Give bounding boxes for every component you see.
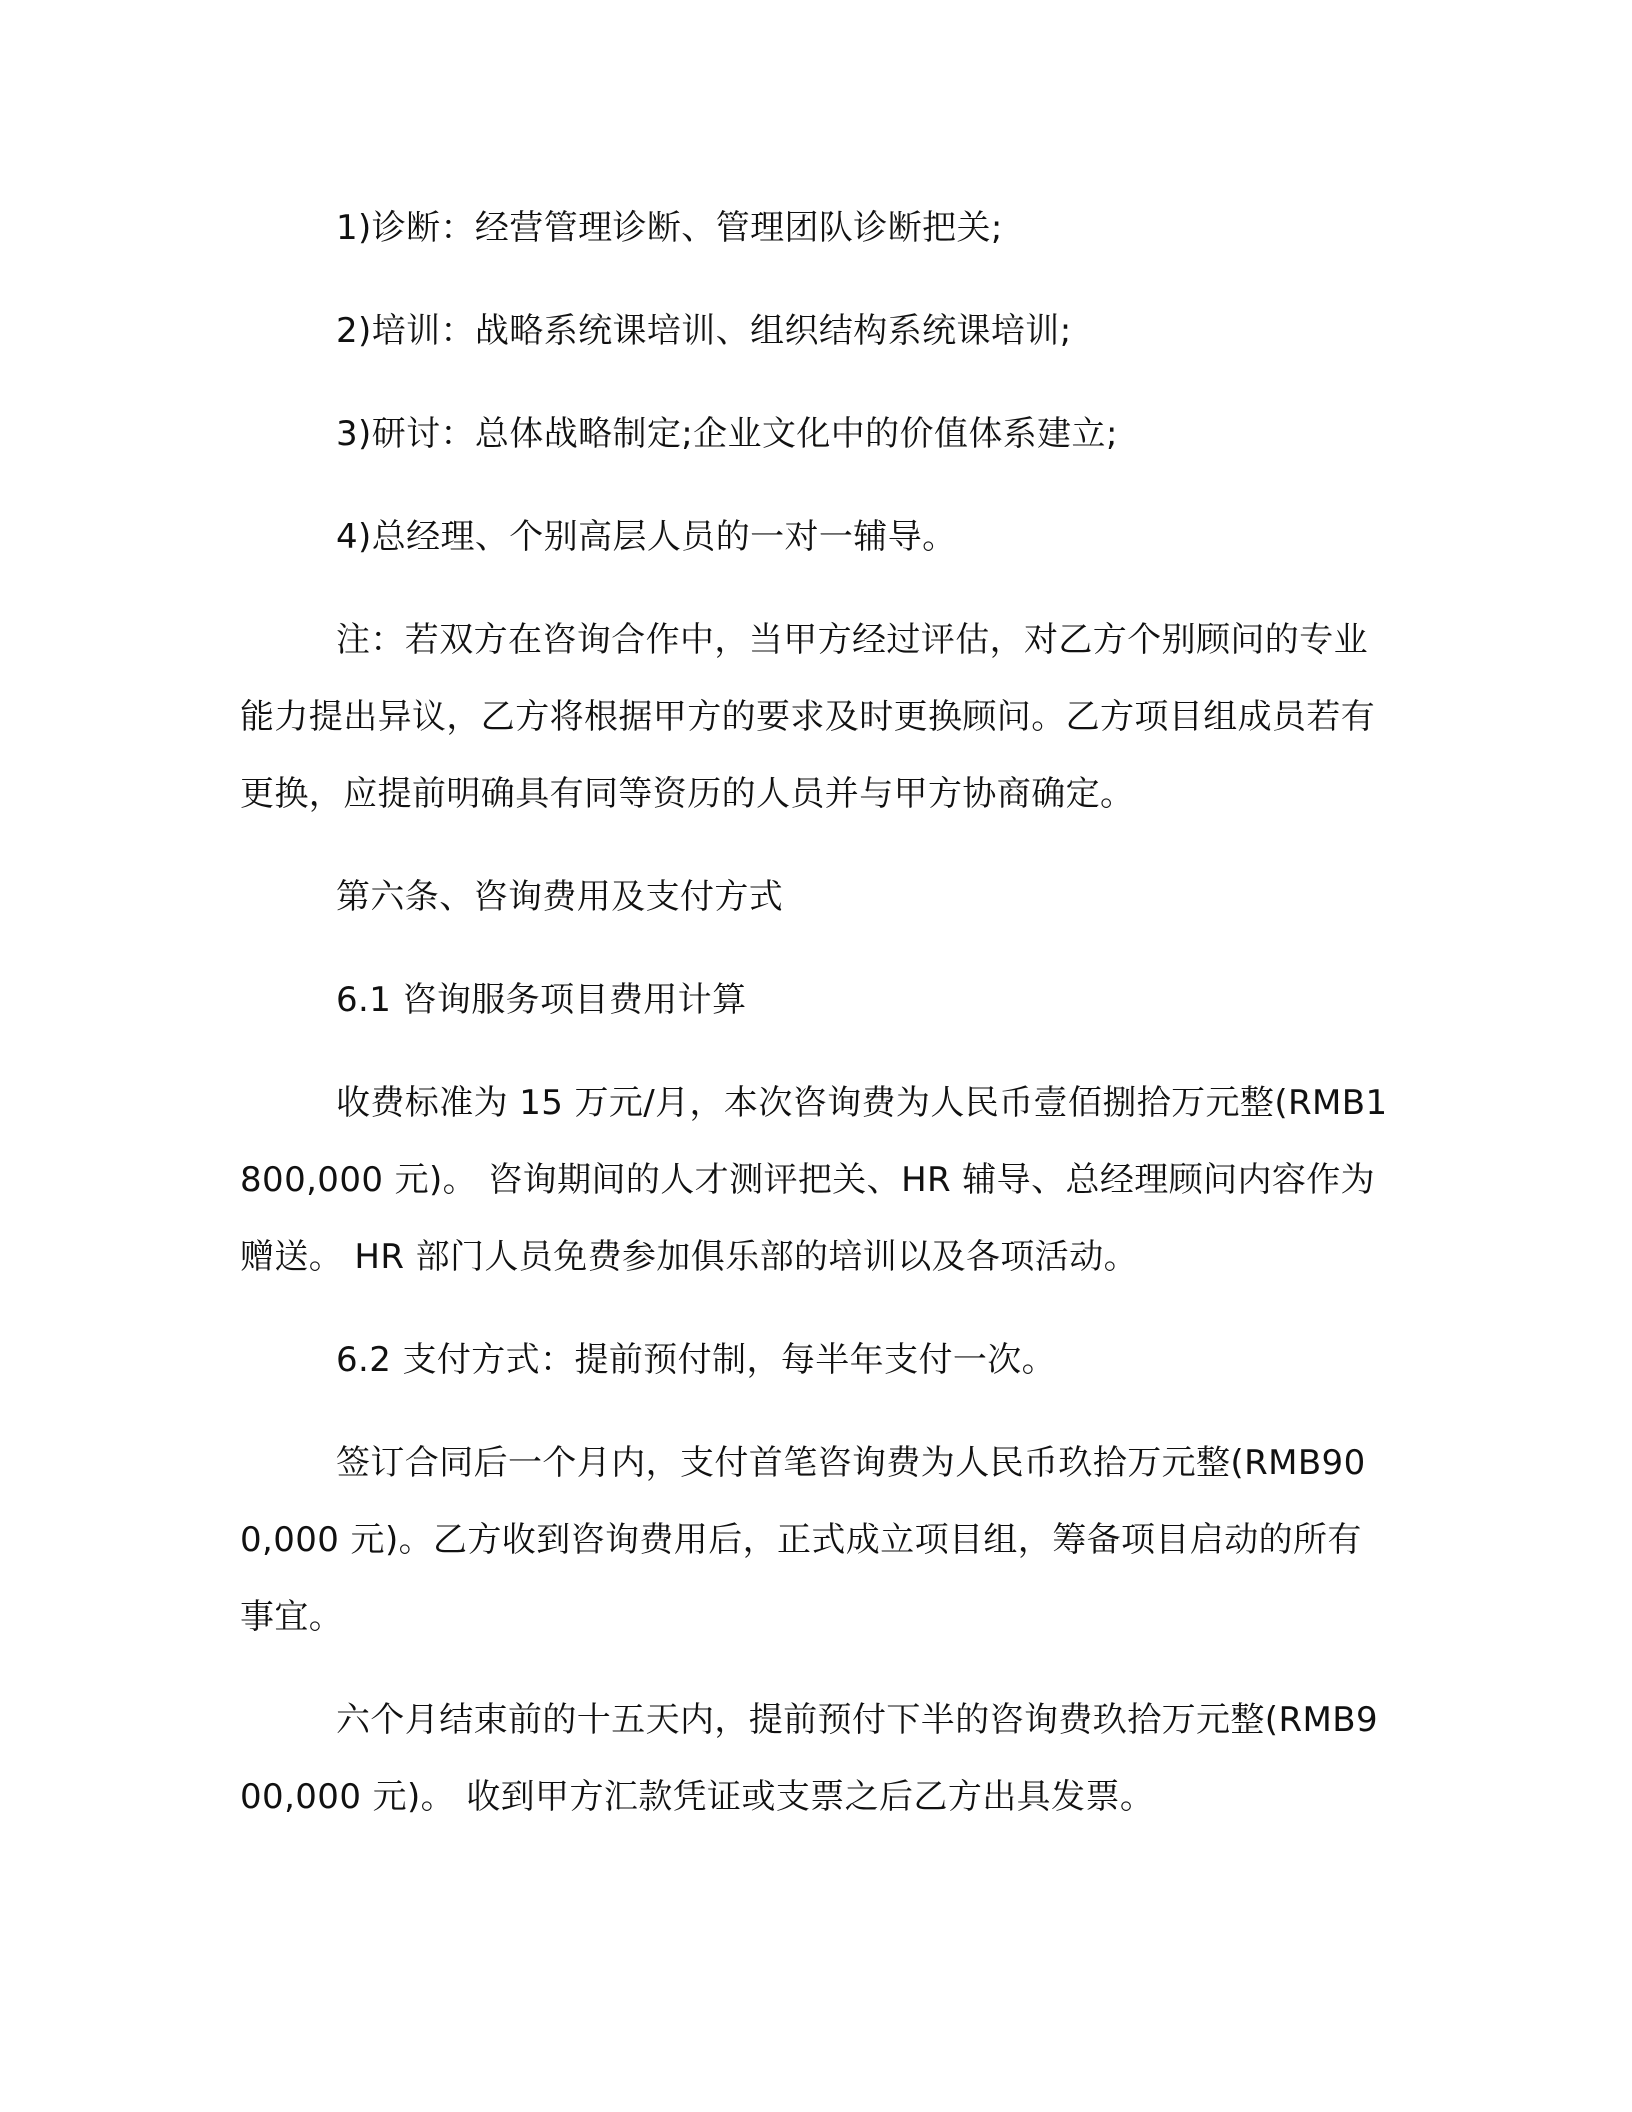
- first-payment-paragraph: 签订合同后一个月内，支付首笔咨询费为人民币玖拾万元整(RMB900,000 元)。乙方收到咨询费用后，正式成立项目组，筹备项目启动的所有事宜。: [240, 1443, 1366, 1637]
- document-body: [240, 190, 1390, 1836]
- list-item-coaching: 4)总经理、个别高层人员的一对一辅导。: [336, 517, 957, 557]
- fee-standard-paragraph: 收费标准为 15 万元/月，本次咨询费为人民币壹佰捌拾万元整(RMB1800,000 元)。 咨询期间的人才测评把关、HR 辅导、总经理顾问内容作为赠送。 HR 部门人员免费参加俱乐部的培训以及各项活动。: [240, 1083, 1388, 1277]
- subsection-heading-6-2: 6.2 支付方式：提前预付制，每半年支付一次。: [336, 1340, 1057, 1380]
- subsection-heading-6-1: 6.1 咨询服务项目费用计算: [336, 980, 747, 1020]
- note-paragraph: 注：若双方在咨询合作中，当甲方经过评估，对乙方个别顾问的专业能力提出异议，乙方将根据甲方的要求及时更换顾问。乙方项目组成员若有更换，应提前明确具有同等资历的人员并与甲方协商确定。: [240, 620, 1376, 814]
- list-item-diagnosis: 1)诊断：经营管理诊断、管理团队诊断把关;: [336, 208, 1003, 248]
- list-item-seminar: 3)研讨：总体战略制定;企业文化中的价值体系建立;: [336, 414, 1118, 454]
- list-item-training: 2)培训：战略系统课培训、组织结构系统课培训;: [336, 311, 1072, 351]
- section-heading-article-six: 第六条、咨询费用及支付方式: [336, 877, 784, 917]
- second-payment-paragraph: 六个月结束前的十五天内，提前预付下半的咨询费玖拾万元整(RMB900,000 元)。 收到甲方汇款凭证或支票之后乙方出具发票。: [240, 1700, 1378, 1817]
